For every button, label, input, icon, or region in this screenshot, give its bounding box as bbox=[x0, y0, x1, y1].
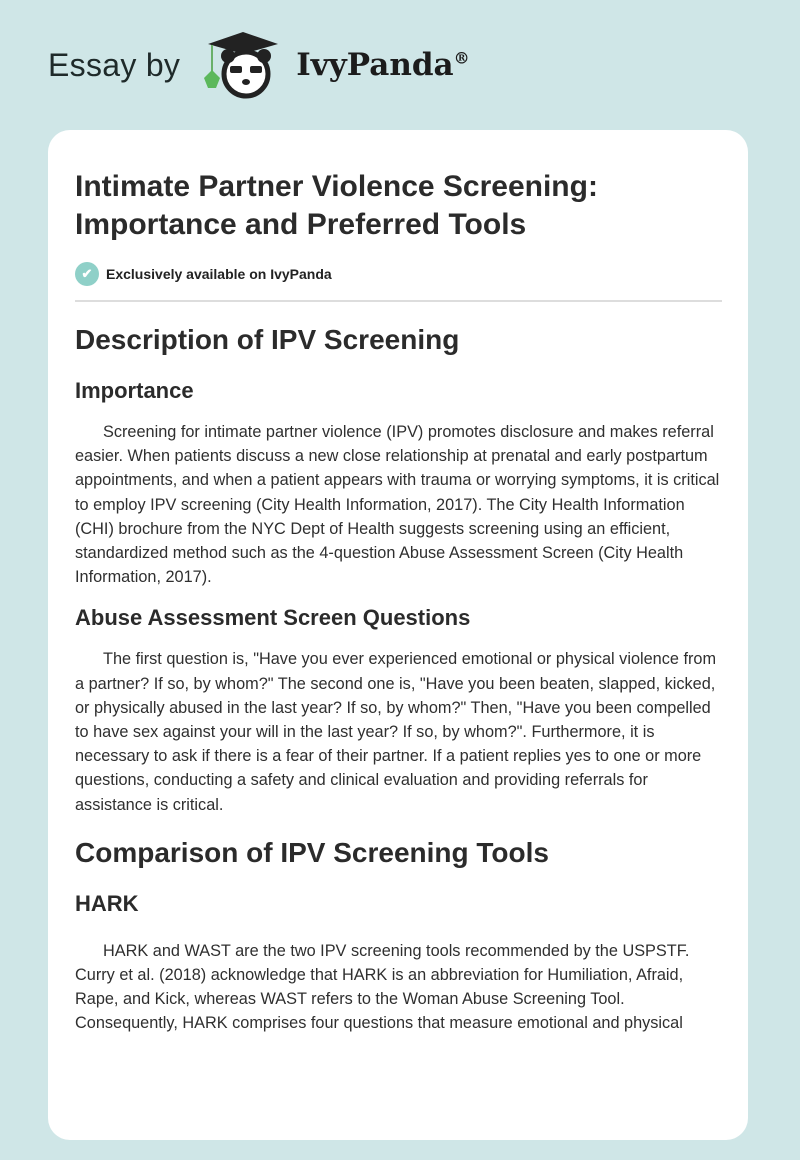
section-heading: Description of IPV Screening bbox=[75, 324, 460, 355]
paragraph: Screening for intimate partner violence (IPV) promotes disclosure and makes referral easier. When patients discuss a new close relationship at prenatal and early postpartum appointments, and when a patient appears with trauma or worrying symptoms, it is critical to employ IPV screening (City Health Information, 2017). The City Health Information (CHI) brochure from the NYC Dept of Health suggests screening using an efficient, standardized method such as the 4-question Abuse Assessment Screen (City Health Information, 2017). bbox=[75, 423, 720, 587]
brand-text: IvyPanda bbox=[296, 47, 454, 83]
divider bbox=[75, 300, 722, 302]
subsection-heading: HARK bbox=[75, 890, 139, 916]
essay-card bbox=[48, 130, 748, 1140]
essay-by-label: Essay by bbox=[48, 46, 181, 83]
paragraph: HARK and WAST are the two IPV screening tools recommended by the USPSTF. Curry et al. (2018) acknowledge that HARK is an abbreviation for Humiliation, Afraid, Rape, and Kick, whereas WAST refers to the Woman Abuse Screening Tool. Consequently, HARK comprises four questions that measure emotional and physical bbox=[75, 941, 690, 1033]
exclusive-badge bbox=[75, 262, 722, 286]
site-header bbox=[48, 30, 470, 100]
check-icon: ✔ bbox=[75, 262, 99, 286]
subsection-heading: Importance bbox=[75, 378, 194, 403]
panda-logo-icon[interactable] bbox=[198, 30, 288, 100]
subsection-heading: Abuse Assessment Screen Questions bbox=[75, 605, 471, 631]
section-heading: Comparison of IPV Screening Tools bbox=[75, 836, 549, 868]
essay-title: Intimate Partner Violence Screening: Importance and Preferred Tools bbox=[75, 170, 598, 241]
registered-mark: ® bbox=[453, 48, 470, 68]
badge-text: Exclusively available on IvyPanda bbox=[106, 266, 332, 282]
brand-name[interactable] bbox=[296, 47, 469, 83]
paragraph: The first question is, "Have you ever experienced emotional or physical violence from a partner? If so, by whom?" The second one is, "Have you been beaten, slapped, kicked, or physically abused in the last year? If so, by whom?" Then, "Have you been compelled to have sex against your will in the last year? If so, by whom?". Furthermore, it is necessary to ask if there is a fear of their partner. If a patient replies yes to one or more questions, conducting a safety and clinical evaluation and providing referrals for assistance is critical. bbox=[75, 650, 717, 814]
